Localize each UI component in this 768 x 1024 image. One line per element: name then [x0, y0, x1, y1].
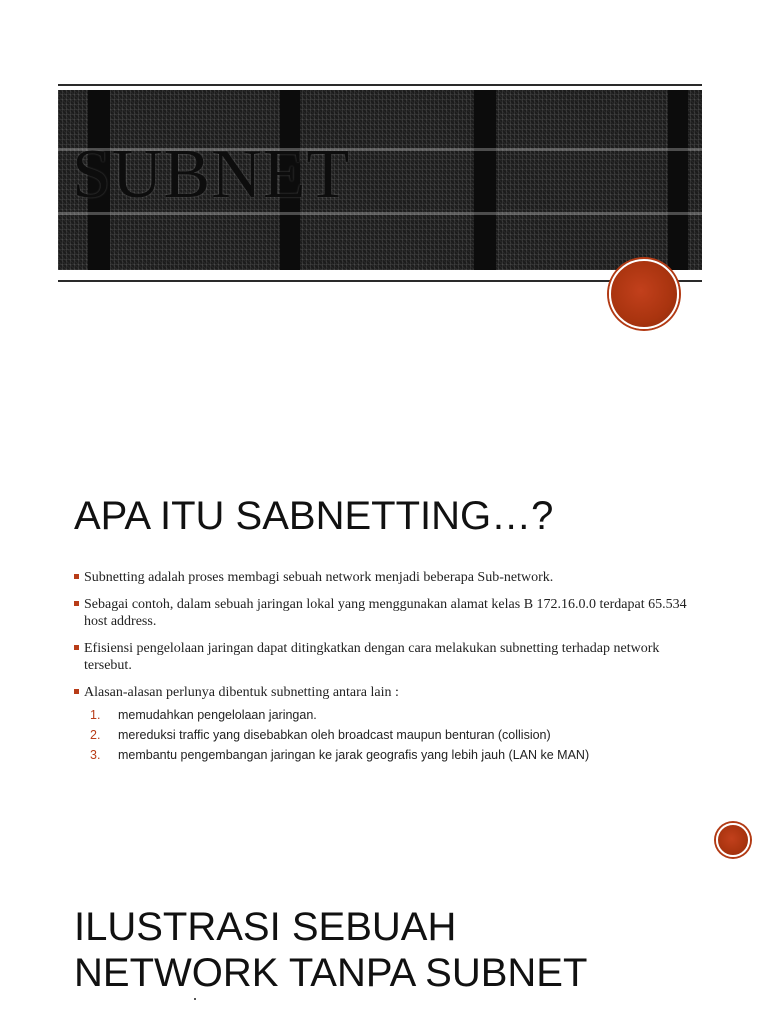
square-bullet-icon [74, 645, 79, 650]
list-item [90, 705, 704, 725]
bullet-text: Alasan-alasan perlunya dibentuk subnetting antara lain : [84, 685, 399, 700]
decorative-orb [716, 823, 750, 857]
bullet-item [74, 640, 704, 674]
list-item [90, 745, 704, 765]
bullet-text: Efisiensi pengelolaan jaringan dapat ditingkatkan dengan cara melakukan subnetting terhadap network tersebut. [84, 641, 660, 673]
slide-apa-itu-subnetting [0, 470, 768, 870]
bullet-item [74, 684, 704, 701]
list-item [90, 725, 704, 745]
list-text: membantu pengembangan jaringan ke jarak geografis yang lebih jauh (LAN ke MAN) [118, 748, 590, 762]
title-line: ILUSTRASI SEBUAH [74, 905, 457, 949]
list-number: 1. [90, 708, 101, 722]
square-bullet-icon [74, 689, 79, 694]
slide-title: APA ITU SABNETTING…? [74, 494, 554, 538]
list-number: 3. [90, 748, 101, 762]
speck-mark [194, 998, 196, 1000]
slide-subnet-title [0, 0, 768, 470]
slide-title: SUBNET [72, 136, 351, 213]
title-line: NETWORK TANPA SUBNET [74, 951, 588, 995]
list-text: mereduksi traffic yang disebabkan oleh broadcast maupun benturan (collision) [118, 728, 551, 742]
decorative-orb [609, 259, 679, 329]
square-bullet-icon [74, 601, 79, 606]
numbered-reason-list [74, 705, 704, 765]
bullet-list [74, 569, 704, 771]
bullet-item [74, 569, 704, 586]
bullet-item [74, 596, 704, 630]
slide-ilustrasi-network [0, 870, 768, 1024]
slide-title [74, 904, 587, 996]
bullet-text: Subnetting adalah proses membagi sebuah network menjadi beberapa Sub-network. [84, 570, 554, 585]
list-number: 2. [90, 728, 101, 742]
list-text: memudahkan pengelolaan jaringan. [118, 708, 317, 722]
bullet-text: Sebagai contoh, dalam sebuah jaringan lokal yang menggunakan alamat kelas B 172.16.0.0 terdapat 65.534 host address. [84, 597, 687, 629]
square-bullet-icon [74, 574, 79, 579]
